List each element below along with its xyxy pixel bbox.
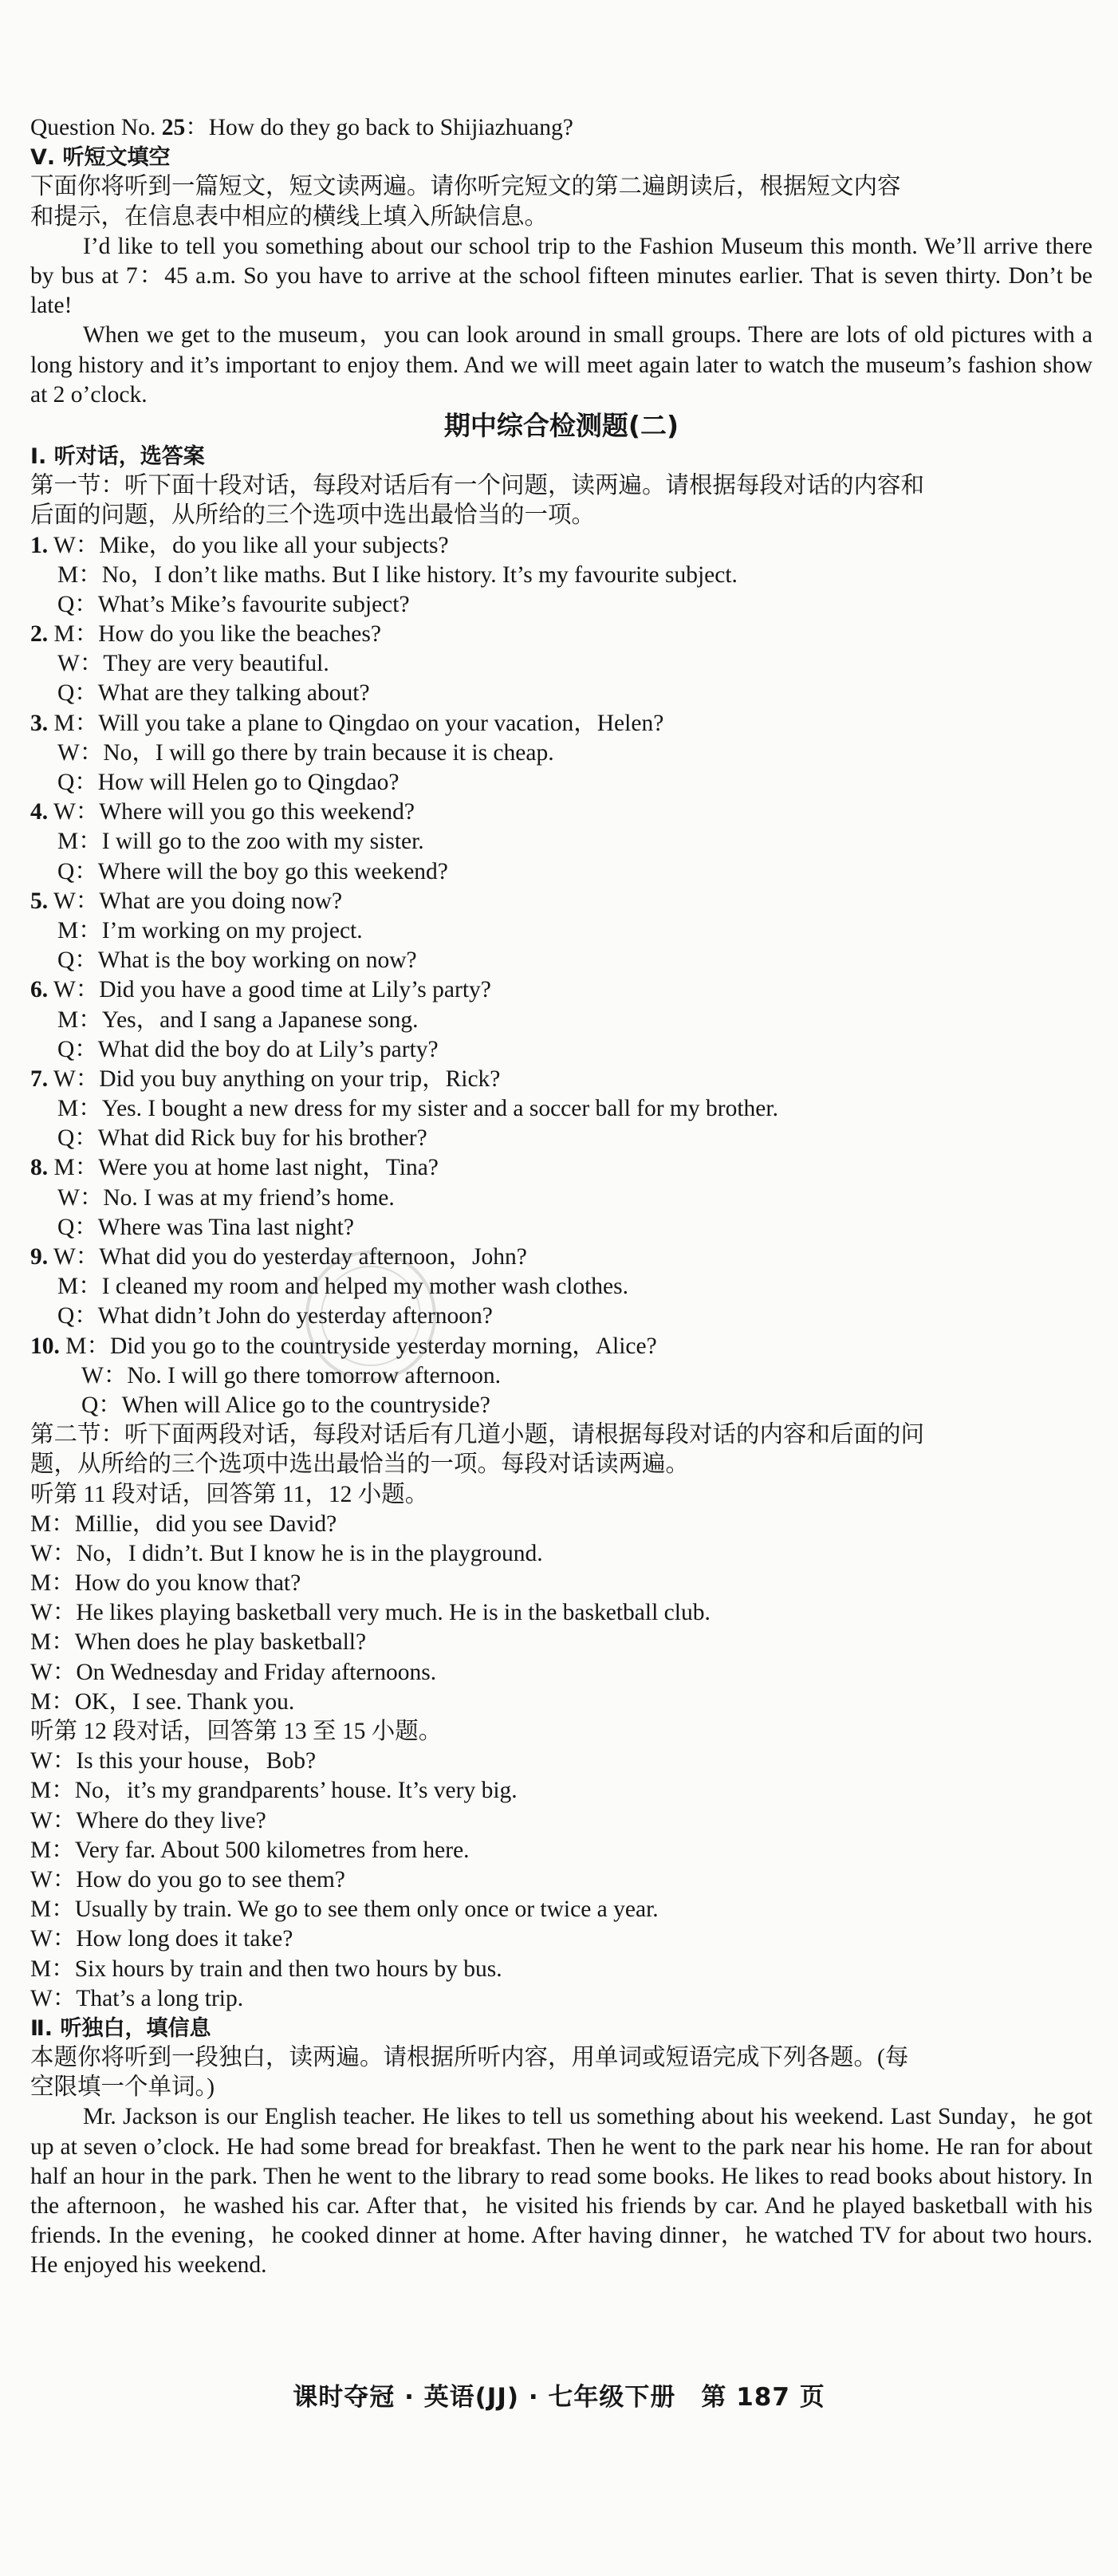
question-number: 10. (30, 1333, 60, 1359)
dialogue-8-line-3 (30, 1213, 1092, 1243)
dialogue-text: W：No，I will go there by train because it is cheap. (57, 739, 554, 766)
dialogue-9-line-1 (30, 1243, 1092, 1272)
dialogue-text: W：No. I will go there tomorrow afternoon. (81, 1362, 501, 1388)
dialogue-12-line-8: M：Six hours by train and then two hours by bus. (30, 1956, 502, 1982)
dialogue-5-line-3 (30, 946, 1092, 975)
part-1-section-1-instruction-1: 第一节：听下面十段对话，每段对话后有一个问题，读两遍。请根据每段对话的内容和 (30, 473, 925, 499)
dialogue-text: Q：When will Alice go to the countryside? (81, 1392, 490, 1418)
dialogue-text: M：Yes，and I sang a Japanese song. (57, 1006, 419, 1033)
dialogue-text: Q：What did Rick buy for his brother? (57, 1125, 427, 1152)
dialogue-10-line-1 (30, 1332, 1092, 1361)
dialogue-7-line-1 (30, 1065, 1092, 1094)
dialogue-12-line-4: M：Very far. About 500 kilometres from here. (30, 1837, 470, 1863)
dialogue-text: W：Did you buy anything on your trip，Rick? (53, 1065, 501, 1092)
question-number: 9. (30, 1244, 49, 1270)
dialogue-2-line-3 (30, 679, 1092, 708)
question-number: 3. (30, 710, 49, 736)
dialogue-11-line-5: M：When does he play basketball? (30, 1629, 367, 1656)
dialogue-list (30, 531, 1092, 1421)
dialogue-3-line-1 (30, 709, 1092, 739)
dialogue-5-line-2 (30, 916, 1092, 946)
part-1-heading: Ⅰ. 听对话，选答案 (30, 443, 205, 469)
section-v-heading: Ⅴ. 听短文填空 (30, 145, 171, 171)
dialogue-5-line-1 (30, 887, 1092, 916)
dialogue-text: W：No. I was at my friend’s home. (57, 1184, 395, 1211)
dialogue-4-line-1 (30, 798, 1092, 827)
dialogue-3-line-3 (30, 768, 1092, 798)
dialogue-4-line-2 (30, 827, 1092, 857)
dialogue-7-line-3 (30, 1124, 1092, 1153)
dialogue-12-line-6: M：Usually by train. We go to see them only once or twice a year. (30, 1897, 659, 1923)
dialogue-text: Q：Where was Tina last night? (57, 1214, 354, 1240)
part-1-section-2-instruction-1: 第二节：听下面两段对话，每段对话后有几道小题，请根据每段对话的内容和后面的问 (30, 1422, 925, 1448)
exam-title: 期中综合检测题(二) (443, 409, 679, 441)
question-number: 2. (30, 621, 49, 648)
question-25-number: 25 (161, 115, 186, 140)
dialogue-text: Q：Where will the boy go this weekend? (57, 858, 448, 884)
page-footer: 课时夺冠 · 英语(JJ) · 七年级下册 第 187 页 (293, 2383, 825, 2412)
dialogue-12-line-7: W：How long does it take? (30, 1926, 293, 1952)
question-number: 4. (30, 799, 49, 825)
section-v-instruction-1: 下面你将听到一篇短文，短文读两遍。请你听完短文的第二遍朗读后，根据短文内容 (30, 174, 901, 200)
dialogue-text: M：How do you like the beaches? (53, 621, 381, 648)
page-content (30, 113, 1092, 2281)
question-25 (30, 113, 1092, 143)
dialogue-12-line-2: M：No，it’s my grandparents’ house. It’s very big. (30, 1778, 518, 1804)
dialogue-text: Q：What’s Mike’s favourite subject? (57, 591, 410, 617)
part-2-heading: Ⅱ. 听独白，填信息 (30, 2015, 211, 2041)
dialogue-text: W：What did you do yesterday afternoon，John? (53, 1244, 527, 1270)
dialogue-9-line-2 (30, 1272, 1092, 1302)
passage-paragraph-2: When we get to the museum，you can look around in small groups. There are lots of old pictures with a long history and it’s important to enjoy them. And we will meet again later to watch the museum’s fashion show at 2 o’clock. (30, 322, 1092, 408)
dialogue-12-line-9: W：That’s a long trip. (30, 1985, 244, 2011)
dialogue-11-line-4: W：He likes playing basketball very much. He is in the basketball club. (30, 1600, 711, 1626)
dialogue-text: Q：What is the boy working on now? (57, 947, 417, 974)
dialogue-11-line-7: M：OK，I see. Thank you. (30, 1688, 295, 1715)
dialogue-text: Q：What are they talking about? (57, 680, 370, 707)
dialogue-text: Q：What didn’t John do yesterday afternoon? (57, 1303, 493, 1329)
dialogue-12-line-5: W：How do you go to see them? (30, 1866, 345, 1893)
part-2-instruction-2: 空限填一个单词。) (30, 2074, 215, 2101)
dialogue-text: W：Did you have a good time at Lily’s party? (53, 977, 491, 1003)
dialogue-text: M：Yes. I bought a new dress for my sister and a soccer ball for my brother. (57, 1096, 778, 1122)
dialogue-text: M：No，I don’t like maths. But I like history. It’s my favourite subject. (57, 561, 738, 588)
dialogue-text: W：Mike，do you like all your subjects? (53, 532, 449, 558)
dialogue-text: Q：How will Helen go to Qingdao? (57, 770, 400, 796)
dialogue-text: M：I will go to the zoo with my sister. (57, 829, 424, 855)
question-number: 8. (30, 1155, 49, 1181)
question-25-prefix: Question No. (30, 115, 162, 140)
part-2-instruction-1: 本题你将听到一段独白，读两遍。请根据所听内容，用单词或短语完成下列各题。(每 (30, 2045, 909, 2071)
dialogue-11-line-6: W：On Wednesday and Friday afternoons. (30, 1659, 437, 1685)
dialogue-2-line-1 (30, 620, 1092, 649)
monologue-paragraph: Mr. Jackson is our English teacher. He likes to tell us something about his weekend. Last Sunday，he got up at seven o’clock. He had some bread for breakfast. Then he went to the park near his home. He ran for about half an hour in the park. Then he went to the library to read some books. He likes to read books about history. In the afternoon，he washed his car. After that，he visited his friends by car. And he played basketball with his friends. In the evening，he cooked dinner at home. After having dinner，he watched TV for about two hours. He enjoyed his weekend. (30, 2104, 1092, 2279)
dialogue-8-line-1 (30, 1153, 1092, 1183)
passage-paragraph-1: I’d like to tell you something about our school trip to the Fashion Museum this month. We’ll arrive there by bus at 7：45 a.m. So you have to arrive at the school fifteen minutes earlier. That is seven thirty. Don’t be late! (30, 233, 1092, 319)
dialogue-text: M：I’m working on my project. (57, 917, 363, 943)
dialogue-1-line-3 (30, 590, 1092, 620)
dialogue-11 (30, 1510, 1092, 1717)
part-1-section-1-instruction-2: 后面的问题，从所给的三个选项中选出最恰当的一项。 (30, 502, 596, 529)
dialogue-3-line-2 (30, 739, 1092, 768)
dialogue-text: Q：What did the boy do at Lily’s party? (57, 1036, 439, 1062)
dialogue-12-intro: 听第 12 段对话，回答第 13 至 15 小题。 (30, 1719, 443, 1745)
part-1-section-2-instruction-2: 题，从所给的三个选项中选出最恰当的一项。每段对话读两遍。 (30, 1451, 690, 1478)
question-number: 1. (30, 532, 49, 558)
dialogue-10-line-2 (30, 1361, 1092, 1391)
dialogue-text: M：Will you take a plane to Qingdao on your vacation，Helen? (53, 710, 664, 736)
dialogue-6-line-1 (30, 975, 1092, 1005)
dialogue-text: M：I cleaned my room and helped my mother wash clothes. (57, 1274, 629, 1300)
dialogue-12-line-3: W：Where do they live? (30, 1807, 266, 1834)
question-25-text: ：How do they go back to Shijiazhuang? (185, 115, 573, 140)
dialogue-10-line-3 (30, 1391, 1092, 1420)
dialogue-9-line-3 (30, 1302, 1092, 1331)
dialogue-1-line-2 (30, 561, 1092, 590)
dialogue-12-line-1: W：Is this your house，Bob? (30, 1748, 317, 1774)
dialogue-11-intro: 听第 11 段对话，回答第 11，12 小题。 (30, 1481, 429, 1507)
question-number: 5. (30, 888, 49, 914)
dialogue-text: M：Did you go to the countryside yesterday morning，Alice? (65, 1333, 657, 1359)
dialogue-text: W：What are you doing now? (53, 888, 343, 914)
dialogue-4-line-3 (30, 857, 1092, 887)
dialogue-11-line-3: M：How do you know that? (30, 1570, 301, 1597)
dialogue-11-line-2: W：No，I didn’t. But I know he is in the playground. (30, 1540, 543, 1566)
dialogue-7-line-2 (30, 1094, 1092, 1124)
dialogue-12 (30, 1747, 1092, 2014)
dialogue-11-line-1: M：Millie，did you see David? (30, 1511, 337, 1537)
question-number: 7. (30, 1065, 49, 1092)
dialogue-6-line-3 (30, 1035, 1092, 1065)
question-number: 6. (30, 977, 49, 1003)
dialogue-text: W：Where will you go this weekend? (53, 799, 415, 825)
dialogue-text: W：They are very beautiful. (57, 651, 329, 677)
dialogue-1-line-1 (30, 531, 1092, 561)
dialogue-2-line-2 (30, 649, 1092, 679)
dialogue-text: M：Were you at home last night，Tina? (53, 1155, 439, 1181)
dialogue-6-line-2 (30, 1006, 1092, 1035)
dialogue-8-line-2 (30, 1184, 1092, 1213)
section-v-instruction-2: 和提示，在信息表中相应的横线上填入所缺信息。 (30, 203, 549, 230)
